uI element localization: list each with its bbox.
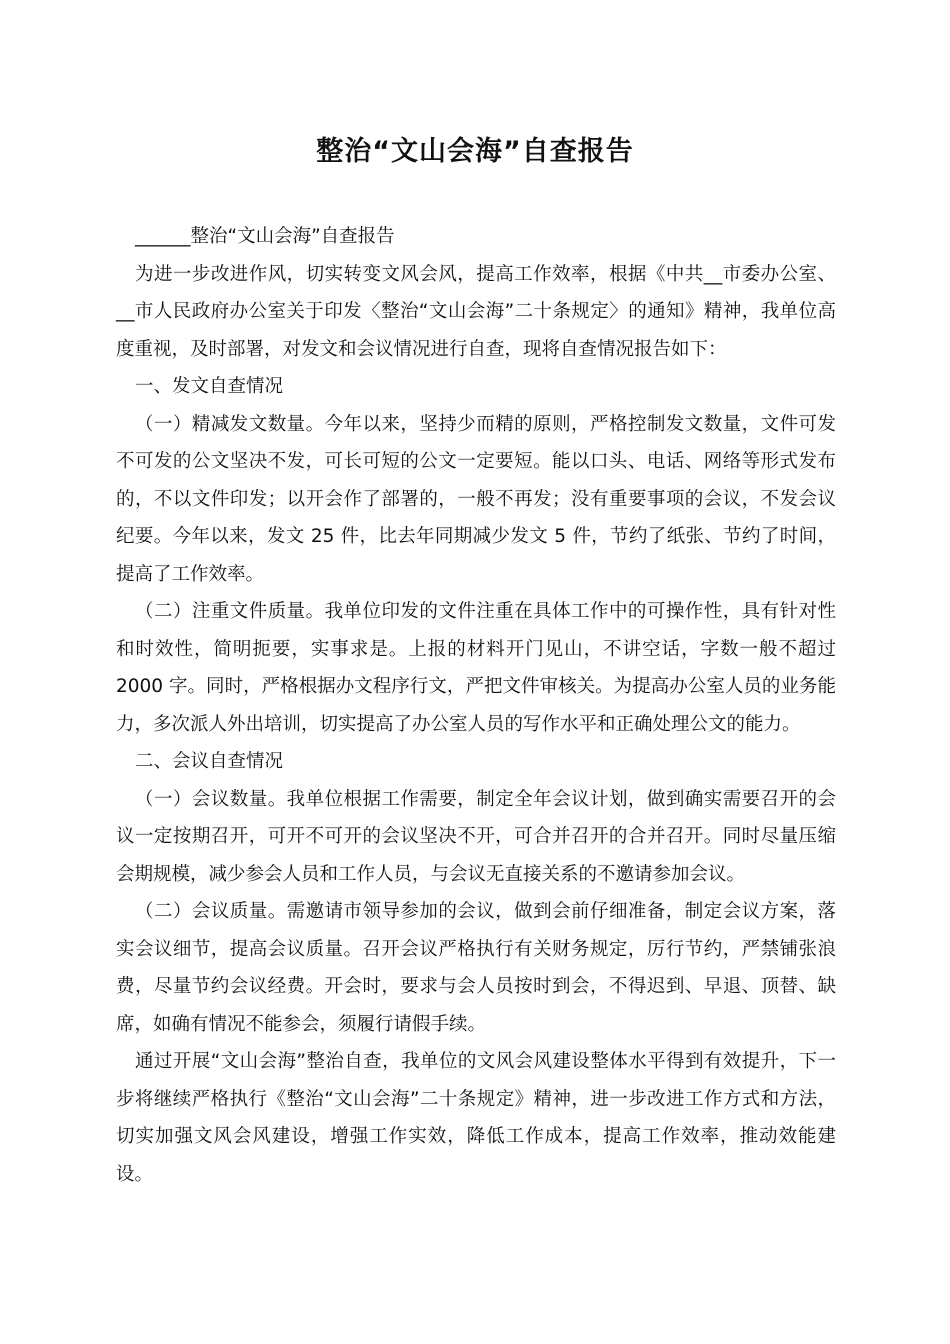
paragraph-document-quality: （二）注重文件质量。我单位印发的文件注重在具体工作中的可操作性，具有针对性和时效性，简明扼要，实事求是。上报的材料开门见山，不讲空话，字数一般不超过 2000 字。同时，严格根据办文程序行文，严把文件审核关。为提高办公室人员的业务能力，多次派人外出培训，切实提高了办公室人员的写作水平和正确处理公文的能力。 xyxy=(116,601,836,735)
section-heading-meetings: 二、会议自查情况 xyxy=(135,751,284,772)
paragraph-reduce-documents: （一）精减发文数量。今年以来，坚持少而精的原则，严格控制发文数量，文件可发不可发的公文坚决不发，可长可短的公文一定要短。能以口头、电话、网络等形式发布的，不以文件印发；以开会作了部署的，一般不再发；没有重要事项的会议，不发会议纪要。今年以来，发文 25 件，比去年同期减少发文 5 件，节约了纸张、节约了时间，提高了工作效率。 xyxy=(116,413,836,585)
document-body xyxy=(116,218,836,1193)
paragraph-meeting-quality: （二）会议质量。需邀请市领导参加的会议，做到会前仔细准备，制定会议方案，落实会议细节，提高会议质量。召开会议严格执行有关财务规定，厉行节约，严禁铺张浪费，尽量节约会议经费。开会时，要求与会人员按时到会，不得迟到、早退、顶替、缺席，如确有情况不能参会，须履行请假手续。 xyxy=(116,901,836,1035)
intro-paragraph: 为进一步改进作风，切实转变文风会风，提高工作效率，根据《中共__市委办公室、__市人民政府办公室关于印发〈整治“文山会海”二十条规定〉的通知》精神，我单位高度重视，及时部署，对发文和会议情况进行自查，现将自查情况报告如下： xyxy=(116,263,836,360)
conclusion-paragraph: 通过开展“文山会海”整治自查，我单位的文风会风建设整体水平得到有效提升，下一步将继续严格执行《整治“文山会海”二十条规定》精神，进一步改进工作方式和方法，切实加强文风会风建设，增强工作实效，降低工作成本，提高工作效率，推动效能建设。 xyxy=(116,1051,836,1185)
paragraph-meeting-count: （一）会议数量。我单位根据工作需要，制定全年会议计划，做到确实需要召开的会议一定按期召开，可开不可开的会议坚决不开，可合并召开的合并召开。同时尽量压缩会期规模，减少参会人员和工作人员，与会议无直接关系的不邀请参加会议。 xyxy=(116,788,836,885)
document-title: 整治“文山会海”自查报告 xyxy=(316,136,634,167)
document-subtitle: ______整治“文山会海”自查报告 xyxy=(135,226,395,247)
section-heading-documents: 一、发文自查情况 xyxy=(135,376,284,397)
